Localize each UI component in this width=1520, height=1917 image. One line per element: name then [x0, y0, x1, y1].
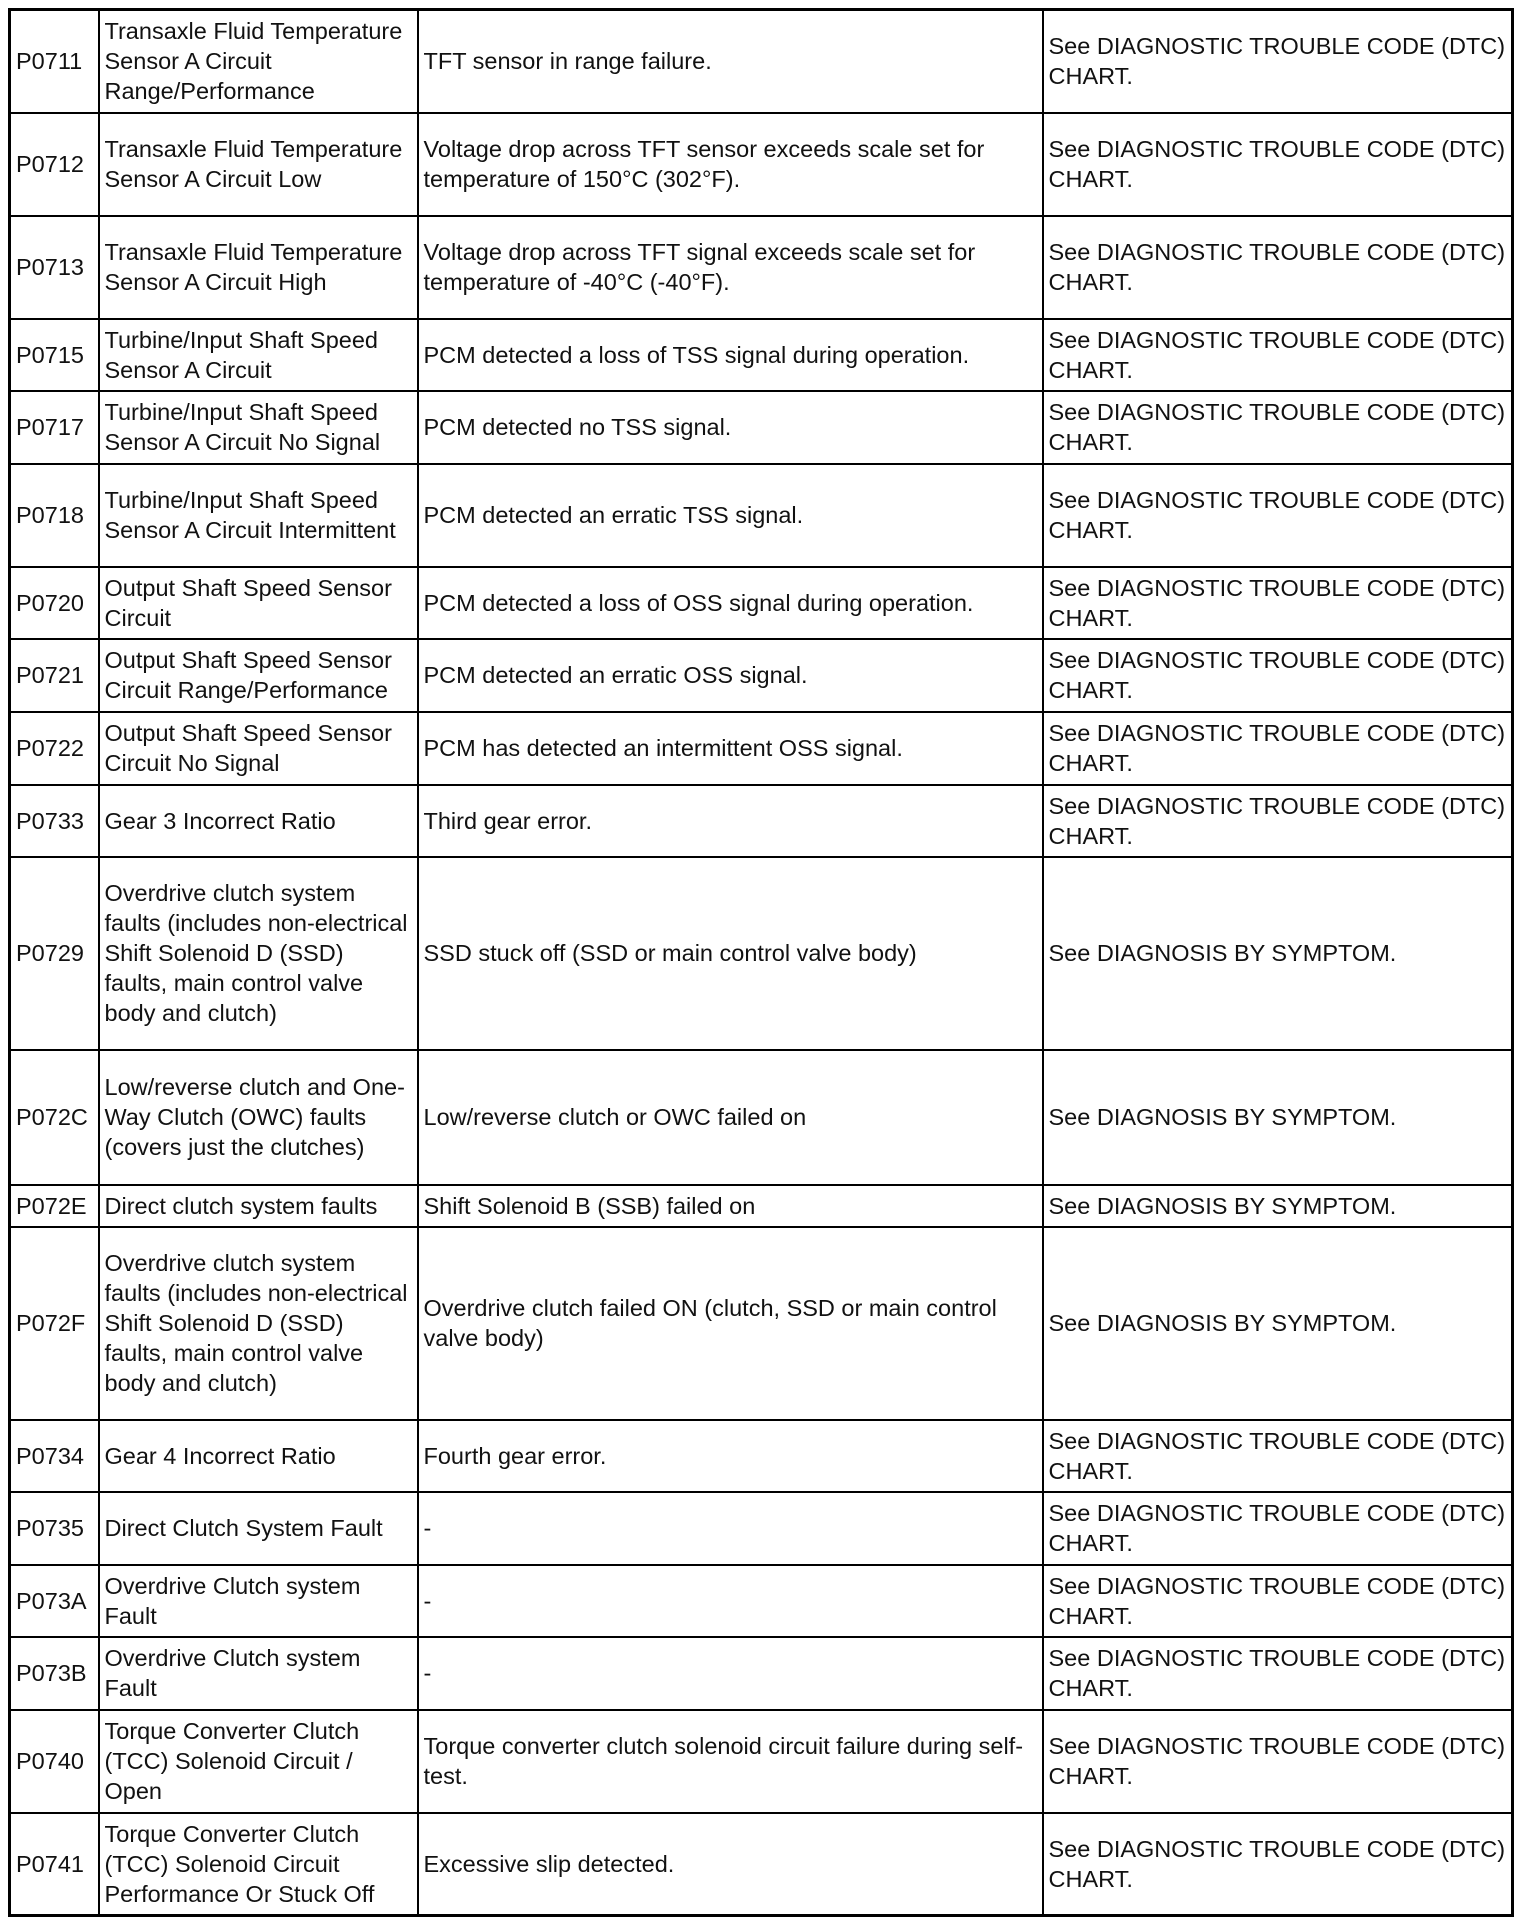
- description: Voltage drop across TFT sensor exceeds scale set for temperature of 150°C (302°F).: [418, 113, 1043, 216]
- table-row: [10, 1420, 1513, 1492]
- trouble-code-condition: Turbine/Input Shaft Speed Sensor A Circuit Intermittent: [99, 464, 418, 567]
- trouble-code-condition: Gear 4 Incorrect Ratio: [99, 1420, 418, 1492]
- description: Torque converter clutch solenoid circuit failure during self-test.: [418, 1710, 1043, 1813]
- table-row: [10, 464, 1513, 567]
- description: PCM has detected an intermittent OSS signal.: [418, 712, 1043, 785]
- action: See DIAGNOSIS BY SYMPTOM.: [1043, 1050, 1513, 1185]
- trouble-code-condition: Torque Converter Clutch (TCC) Solenoid Circuit / Open: [99, 1710, 418, 1813]
- trouble-code-condition: Output Shaft Speed Sensor Circuit Range/Performance: [99, 639, 418, 712]
- trouble-code-condition: Overdrive clutch system faults (includes non-electrical Shift Solenoid D (SSD) faults, main control valve body and clutch): [99, 1227, 418, 1420]
- trouble-code-condition: Direct clutch system faults: [99, 1185, 418, 1227]
- action: See DIAGNOSTIC TROUBLE CODE (DTC) CHART.: [1043, 567, 1513, 639]
- description: Fourth gear error.: [418, 1420, 1043, 1492]
- table-row: [10, 1637, 1513, 1710]
- description: -: [418, 1492, 1043, 1565]
- table-row: [10, 1050, 1513, 1185]
- table-row: [10, 391, 1513, 464]
- dtc-code: P0721: [10, 639, 99, 712]
- table-row: [10, 319, 1513, 391]
- dtc-code: P072E: [10, 1185, 99, 1227]
- description: Excessive slip detected.: [418, 1813, 1043, 1916]
- description: -: [418, 1565, 1043, 1637]
- action: See DIAGNOSTIC TROUBLE CODE (DTC) CHART.: [1043, 10, 1513, 113]
- description: PCM detected an erratic TSS signal.: [418, 464, 1043, 567]
- description: Overdrive clutch failed ON (clutch, SSD or main control valve body): [418, 1227, 1043, 1420]
- table-row: [10, 10, 1513, 113]
- trouble-code-condition: Overdrive Clutch system Fault: [99, 1565, 418, 1637]
- table-row: [10, 1710, 1513, 1813]
- dtc-code: P0735: [10, 1492, 99, 1565]
- table-row: [10, 639, 1513, 712]
- dtc-table-body: [10, 10, 1513, 1916]
- description: TFT sensor in range failure.: [418, 10, 1043, 113]
- description: -: [418, 1637, 1043, 1710]
- dtc-code: P0741: [10, 1813, 99, 1916]
- dtc-code: P0717: [10, 391, 99, 464]
- table-row: [10, 567, 1513, 639]
- dtc-code: P0720: [10, 567, 99, 639]
- table-row: [10, 1813, 1513, 1916]
- dtc-code: P0740: [10, 1710, 99, 1813]
- description: Shift Solenoid B (SSB) failed on: [418, 1185, 1043, 1227]
- trouble-code-condition: Overdrive clutch system faults (includes non-electrical Shift Solenoid D (SSD) faults, main control valve body and clutch): [99, 857, 418, 1050]
- action: See DIAGNOSTIC TROUBLE CODE (DTC) CHART.: [1043, 639, 1513, 712]
- dtc-code: P073A: [10, 1565, 99, 1637]
- table-row: [10, 113, 1513, 216]
- action: See DIAGNOSTIC TROUBLE CODE (DTC) CHART.: [1043, 1710, 1513, 1813]
- dtc-code: P0713: [10, 216, 99, 319]
- dtc-code: P073B: [10, 1637, 99, 1710]
- trouble-code-condition: Transaxle Fluid Temperature Sensor A Circuit Range/Performance: [99, 10, 418, 113]
- action: See DIAGNOSTIC TROUBLE CODE (DTC) CHART.: [1043, 1813, 1513, 1916]
- trouble-code-condition: Transaxle Fluid Temperature Sensor A Circuit High: [99, 216, 418, 319]
- description: PCM detected an erratic OSS signal.: [418, 639, 1043, 712]
- action: See DIAGNOSTIC TROUBLE CODE (DTC) CHART.: [1043, 1420, 1513, 1492]
- dtc-code: P0718: [10, 464, 99, 567]
- trouble-code-condition: Gear 3 Incorrect Ratio: [99, 785, 418, 857]
- table-row: [10, 785, 1513, 857]
- description: Low/reverse clutch or OWC failed on: [418, 1050, 1043, 1185]
- table-row: [10, 1227, 1513, 1420]
- action: See DIAGNOSTIC TROUBLE CODE (DTC) CHART.: [1043, 712, 1513, 785]
- action: See DIAGNOSTIC TROUBLE CODE (DTC) CHART.: [1043, 464, 1513, 567]
- trouble-code-condition: Turbine/Input Shaft Speed Sensor A Circuit No Signal: [99, 391, 418, 464]
- table-row: [10, 1492, 1513, 1565]
- dtc-code: P0715: [10, 319, 99, 391]
- description: PCM detected a loss of OSS signal during operation.: [418, 567, 1043, 639]
- table-row: [10, 1185, 1513, 1227]
- table-row: [10, 1565, 1513, 1637]
- description: PCM detected no TSS signal.: [418, 391, 1043, 464]
- dtc-table: [8, 8, 1514, 1917]
- action: See DIAGNOSTIC TROUBLE CODE (DTC) CHART.: [1043, 319, 1513, 391]
- action: See DIAGNOSTIC TROUBLE CODE (DTC) CHART.: [1043, 1637, 1513, 1710]
- trouble-code-condition: Low/reverse clutch and One-Way Clutch (OWC) faults (covers just the clutches): [99, 1050, 418, 1185]
- dtc-code: P072C: [10, 1050, 99, 1185]
- table-row: [10, 712, 1513, 785]
- action: See DIAGNOSTIC TROUBLE CODE (DTC) CHART.: [1043, 785, 1513, 857]
- table-row: [10, 857, 1513, 1050]
- action: See DIAGNOSTIC TROUBLE CODE (DTC) CHART.: [1043, 216, 1513, 319]
- dtc-code: P0712: [10, 113, 99, 216]
- description: Voltage drop across TFT signal exceeds scale set for temperature of -40°C (-40°F).: [418, 216, 1043, 319]
- trouble-code-condition: Overdrive Clutch system Fault: [99, 1637, 418, 1710]
- action: See DIAGNOSIS BY SYMPTOM.: [1043, 1227, 1513, 1420]
- dtc-code: P0729: [10, 857, 99, 1050]
- dtc-code: P0733: [10, 785, 99, 857]
- description: Third gear error.: [418, 785, 1043, 857]
- table-row: [10, 216, 1513, 319]
- trouble-code-condition: Torque Converter Clutch (TCC) Solenoid Circuit Performance Or Stuck Off: [99, 1813, 418, 1916]
- action: See DIAGNOSTIC TROUBLE CODE (DTC) CHART.: [1043, 391, 1513, 464]
- trouble-code-condition: Turbine/Input Shaft Speed Sensor A Circuit: [99, 319, 418, 391]
- action: See DIAGNOSTIC TROUBLE CODE (DTC) CHART.: [1043, 1492, 1513, 1565]
- trouble-code-condition: Direct Clutch System Fault: [99, 1492, 418, 1565]
- dtc-code: P072F: [10, 1227, 99, 1420]
- action: See DIAGNOSIS BY SYMPTOM.: [1043, 1185, 1513, 1227]
- action: See DIAGNOSTIC TROUBLE CODE (DTC) CHART.: [1043, 113, 1513, 216]
- trouble-code-condition: Output Shaft Speed Sensor Circuit No Signal: [99, 712, 418, 785]
- description: SSD stuck off (SSD or main control valve body): [418, 857, 1043, 1050]
- description: PCM detected a loss of TSS signal during operation.: [418, 319, 1043, 391]
- dtc-code: P0722: [10, 712, 99, 785]
- dtc-code: P0711: [10, 10, 99, 113]
- dtc-code: P0734: [10, 1420, 99, 1492]
- trouble-code-condition: Output Shaft Speed Sensor Circuit: [99, 567, 418, 639]
- action: See DIAGNOSIS BY SYMPTOM.: [1043, 857, 1513, 1050]
- trouble-code-condition: Transaxle Fluid Temperature Sensor A Circuit Low: [99, 113, 418, 216]
- action: See DIAGNOSTIC TROUBLE CODE (DTC) CHART.: [1043, 1565, 1513, 1637]
